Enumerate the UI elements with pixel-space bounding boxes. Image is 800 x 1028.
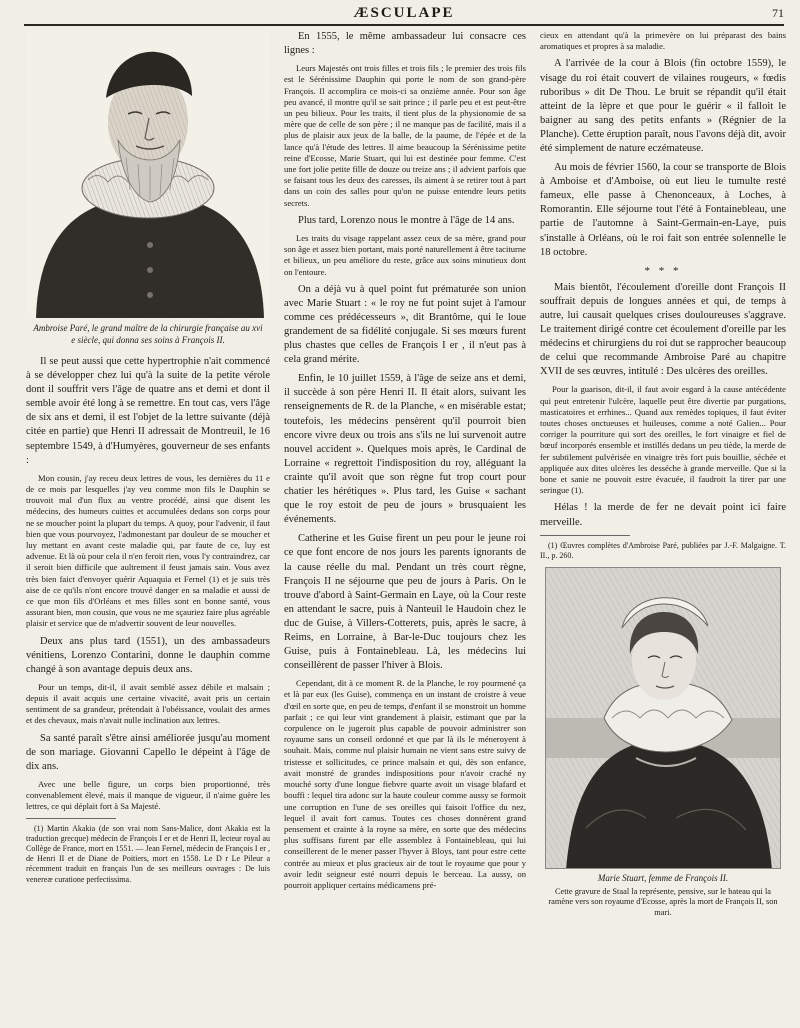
paragraph: Mais bientôt, l'écoulement d'oreille dont François II souffrait depuis de longues années et qui, de temps à autre, lui causait quelques crises douloureuses s'aggrave. Le traitement dirigé contre cet écoulement d'oreille par les médecins et chirurgiens du roi dut se rapprocher beaucoup de celui que recommande Ambroise Paré au chapitre XVII de ses œuvres, intitulé : Des ulcères des oreilles.: [540, 281, 786, 378]
caption-ambroise-pare: Ambroise Paré, le grand maître de la chirurgie française au xvi e siècle, qui donna ses soins à François II.: [33, 323, 263, 345]
paragraph: A l'arrivée de la cour à Blois (fin octobre 1559), le visage du roi était couvert de vilaines rougeurs, « fœdis ruboribus » dit De Thou. Le bruit se répandit qu'il était atteint de la lèpre et que pour le guérir « il falloit le baigner au sang des petits enfants » (Régnier de la Planche). Cette éruption paraît, nous l'avons déjà dit, avoir été simplement de nature eczémateuse.: [540, 58, 786, 154]
paragraph: Catherine et les Guise firent un peu pour le jeune roi ce que font encore de nos jours les parents ignorants de la cause réelle du mal. Pendant un très court règne, François II ne séjourne que peu de jours à Paris. On le trouve d'abord à Saint-Germain en Laye, où la Cour reste en attendant le sacre, puis à Nanteuil le Haudoin chez le duc de Guise, à Villers-Cotterets, puis, après le sacre, à Reims, en Lorraine, à Bar-le-Duc toujours chez les Guise, puis à Fontainebleau. Là, les médecins lui conseillèrent de passer l'hiver à Blois.: [284, 533, 526, 672]
page-number: 71: [772, 6, 784, 20]
quotation: Les traits du visage rappelant assez ceux de sa mère, grand pour son âge et assez bien portant, mais porté naturellement à être taciturne et bilieux, un peu améliore du reste, grâce aux soins minutieux dont on l'entoure.: [284, 232, 526, 277]
column-right: [540, 30, 786, 919]
subcaption-marie-stuart: Cette gravure de Staal la représente, pensive, sur le bateau qui la ramène vers son royaume d'Ecosse, après la mort de François II, son mari.: [548, 886, 778, 917]
footnote: (1) Œuvres complètes d'Ambroise Paré, publiées par J.-F. Malgaigne. T. II., p. 260.: [540, 540, 786, 560]
quotation: Mon cousin, j'ay receu deux lettres de vous, les dernières du 11 e de ce mois par lesquelles j'ay veu comme mon fils le Dauphin se trouvoit mal d'un flux au ventre procédé, ainsi que disent les médecins, des humeurs cuittes et accumulées dedans son corps pour ne se moucher point la plupart du temps. A quoy, pour l'advenir, il faut bien que vous pourvoyez, l'admonestant par douleur de se moucher et luy mettant en avant ceste maladie qui, par faute de ce, luy est advenue. Et là où pour cela il n'en feroit rien, vous l'y contraindrez, car il seroit bien difficile que aultrement il feust jamais sain. Vous avez très bien faict d'envoyer quérir Aquaquia et Fernel (1) et je suis très aise de ce qu'ils n'ont encore trouvé danger en sa maladie et aussi de ce que mon fils d'Orléans et mes filles sont en bonne santé, vous assurant bien, mon cousin, que vous ne me sçauriez faire plus agréable plaisir et service que de m'advertir souvent de leur nouvelles.: [26, 472, 270, 629]
section-break-asterism: * * *: [644, 264, 682, 277]
quotation: Avec une belle figure, un corps bien proportionné, très convenablement élevé, mais il manque de vigueur, il n'aime guère les lettres, ce qui déplait fort à Sa Majesté.: [26, 778, 270, 812]
paragraph: Il se peut aussi que cette hypertrophie n'ait commencé à se développer chez lui qu'à la suite de la petite vérole dont il souffrit vers l'âge de quatre ans et demi et dont il semble avoir été long à se remettre. En tout cas, vers l'âge de six ans et demi, il est l'objet de la lettre suivante (déjà citée en partie) que Henri II adressait de Montreuil, le 16 septembre 1549, à d'Humyères, gouverneur de ses enfants :: [26, 356, 270, 466]
column-middle: [284, 30, 526, 896]
portrait-marie-stuart: [545, 567, 781, 869]
paragraph: En 1555, le même ambassadeur lui consacre ces lignes :: [284, 31, 526, 57]
engraving-pare-icon: [26, 30, 270, 318]
footnote: (1) Martin Akakia (de son vrai nom Sans-Malice, dont Akakia est la traduction grecque) médecin de François I er et de Henri II, lecteur royal au Collège de France, mort en 1551. — Jean Fernel, médecin de François I er , de Henri II et de Diane de Poitiers, mort en 1558. Le D r Le Pileur a récemment traduit en français l'un de ses meilleurs ouvrages : De luis venereæ curatione perfectissima.: [26, 823, 270, 884]
paragraph: Sa santé paraît s'être ainsi améliorée jusqu'au moment de son mariage. Giovanni Capello le dépeint à l'âge de dix ans.: [26, 732, 270, 772]
footnote-separator: [540, 535, 630, 536]
quotation-continued: cieux en attendant qu'à la primevère on lui préparast des bains aromatiques et propres à sa maladie.: [540, 30, 786, 52]
quotation: Pour un temps, dit-il, il avait semblé assez débile et malsain ; depuis il avait acquis une certaine vivacité, avait pris un certain sentiment de sa grandeur, prétendait à l'obéissance, voulait des armes et des chevaux, mais n'avait nulle inclination aux lettres.: [26, 681, 270, 726]
paragraph: Enfin, le 10 juillet 1559, à l'âge de seize ans et demi, il succède à son père Henri II. Il était alors, suivant les renseignements de R. de la Planche, « en misérable estat; toutefois, les médecins pensèrent qu'il pourroit bien encore vivre deux ou trois ans s'ils ne lui survenoit autre nouvel accident ». Quelques mois après, le Cardinal de Lorraine « regrettoit l'indisposition du roy, alléguant la crainte qu'il avoit que son règne fut trop court pour chatier les hérétiques ». Plus tard, les Guise « sachant que le roy estoit de peu de jours » brusquaient les événements.: [284, 373, 526, 526]
running-header: [24, 4, 784, 26]
footnote-separator: [26, 818, 116, 819]
journal-title: ÆSCULAPE: [353, 5, 455, 21]
paragraph: Deux ans plus tard (1551), un des ambassadeurs vénitiens, Lorenzo Contarini, donne le dauphin comme changé à son avantage depuis deux ans.: [26, 635, 270, 675]
column-left: [26, 30, 270, 887]
portrait-ambroise-pare: [26, 30, 270, 318]
paragraph: On a déjà vu à quel point fut prématurée son union avec Marie Stuart : « le roy ne fut point sujet à l'amour comme ces prédécesseurs », dit Brantôme, qui le loue grandement de sa fidélité conjugale. Si ses mœurs furent plus chastes que celles de François I er , il n'eut pas à cela grand mérite.: [284, 283, 526, 366]
paragraph: Plus tard, Lorenzo nous le montre à l'âge de 14 ans.: [298, 214, 515, 226]
engraving-marie-stuart-icon: [546, 568, 781, 869]
quotation: Pour la guarison, dit-il, il faut avoir esgard à la cause antécédente qui peut entretenir l'ulcère, laquelle peut être divertie par purgations, masticatoires et errhines... Quand aux remèdes topiques, il faut éviter toutes choses onctueuses et huileuses, comme a noté Galien... Pour corriger la pourriture qui sort des oreilles, le fort vinaigre et fiel de bœuf incorporés ensemble et instillés dedans un peu tiède, la merde de fer subtilement pulvérisée en vinaigre très fort puis bouillie, séchée et appliquée aux dites ulcères les desséche à grande merveille. Que si la bone et sanie ne pouvoit estre évacuée, il faudroit la tirer par une seringue (1).: [540, 384, 786, 496]
paragraph: Au mois de février 1560, la cour se transporte de Blois à Amboise et d'Amboise, où eut lieu le tumulte resté fameux, elle passe à Chenonceaux, à Loches, à Romorantin. Elle séjourne tout l'été à Fontainebleau, une partie de l'automne à Saint-Germain-en-Laye, puis s'installe à Orléans, où le roi fait son entrée solennelle le 18 octobre.: [540, 162, 786, 258]
caption-marie-stuart: Marie Stuart, femme de François II.: [597, 873, 729, 883]
paragraph: Hélas ! la merde de fer ne devait point ici faire merveille.: [540, 502, 786, 528]
quotation: Leurs Majestés ont trois filles et trois fils ; le premier des trois fils est le Sérénissime Dauphin qui porte le nom de son grand-père François. Il accomplira ce mois-ci sa onzième année. Pour son âge peu avancé, il montre qu'il se sait prince ; il parle peu et est peut-être un peu bilieux. Pour les traits, il tient plus de la physionomie de sa mère que de celle de son père ; il ne manque pas de facilité, mais il a plus de plaisir aux jeux de la balle, de la paume, de l'épée et de la lance qu'à l'étude des lettres. Il aime beaucoup la Sérénissime petite reine d'Ecosse, Marie Stuart, qui lui est destinée pour femme. C'est une fort jolie petite fille de douze ou treize ans ; il advient parfois que se faisant tous les deux des caresses, ils aiment à se retirer tout à part dans un coin des salles pour qu'on ne puisse entendre leurs petits secrets.: [284, 63, 526, 208]
quotation: Cependant, dit à ce moment R. de la Planche, le roy pourmené ça et là par eux (les Guise), commença en un instant de croistre à veue d'œil en sorte que, en peu de temps, d'enfant il se monstroit un homme parfait ; ce qui leur vint grandement à plaisir, estimant que par la corpulence on le jugeroit plus capable de pouvoir administrer son royaume sans un conseil ordonné et que par là ils le méneroyent à souhait. Mais, comme nul plaisir humain ne vient sans estre suivy de tristesse et sollicitudes, ce prince malsain et qui, dès son enfance, avait monstré de grandes indispositions pour n'avoir craché ny mouché sorty d'une longue fiebvre quarte avoit un visage blafard et bouffi : lequel tira adonc sur la haute couleur comme aussy se formoit une corruption en l'une de ses oreilles qui faisoit l'office du nez, lequel il avait fort camus. Toutes ces choses donnèrent grand pensement et crainte à la royne sa mère, en sorte que des médecins plus suffisans furent par elle assemblez à Fontainebleau, qui lui conseillerent de le mener passer l'hyver à Bloys, tant pour estre cette contrée au mieux et plus gracieux air de tout le royaume que pour y avoir ledit seigneur esté nourri depuis le berceau. La aussy, on pourroit appliquer certains médicamens pré-: [284, 678, 527, 890]
